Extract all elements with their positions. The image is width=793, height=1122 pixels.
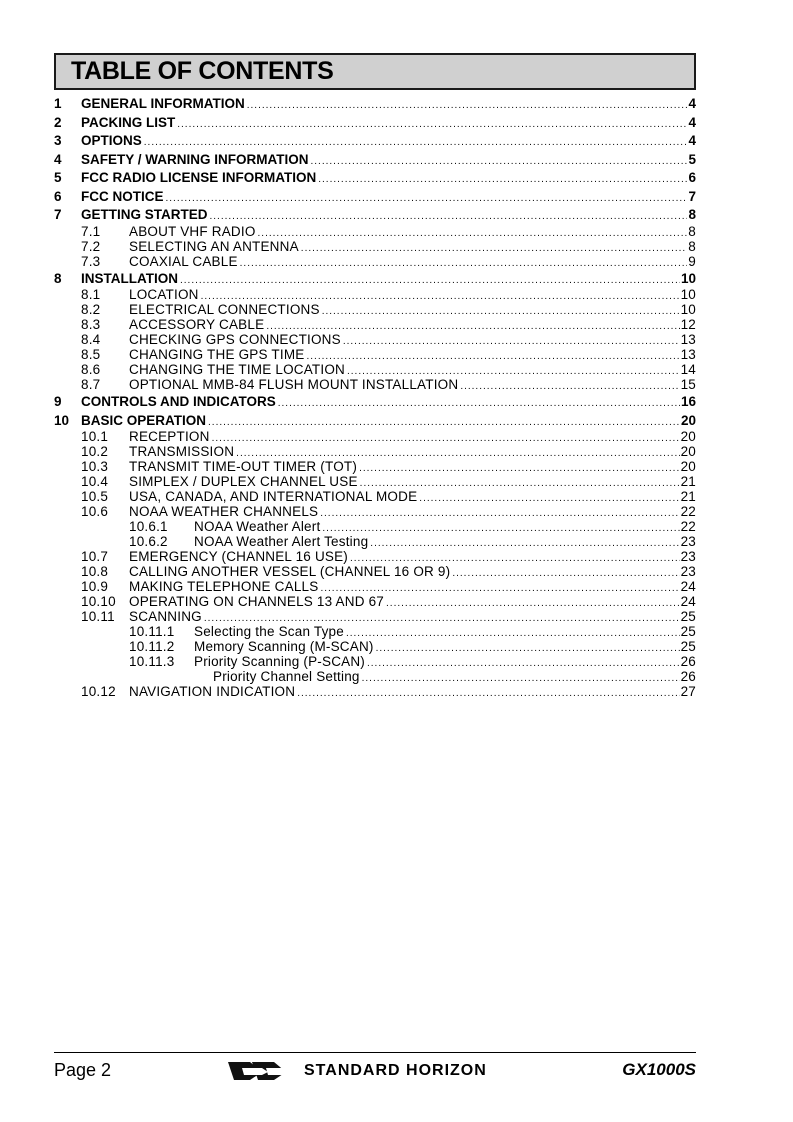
toc-entry-number: 10.6: [81, 504, 109, 519]
toc-entry-number: 7.2: [81, 238, 101, 254]
toc-entry-title: LOCATION: [129, 287, 199, 302]
toc-dot-leader: [419, 491, 679, 506]
page-number: Page 2: [54, 1060, 112, 1080]
toc-entry[interactable]: [54, 239, 696, 254]
toc-entry[interactable]: [54, 377, 696, 392]
toc-entry-number: 10.11.1: [129, 624, 175, 639]
toc-entry-number: 9: [54, 394, 62, 409]
toc-entry[interactable]: [54, 564, 696, 579]
toc-entry[interactable]: [54, 474, 696, 489]
toc-dot-leader: [320, 506, 679, 521]
toc-entry-title: USA, CANADA, AND INTERNATIONAL MODE: [129, 489, 418, 504]
toc-entry-page: 10: [680, 287, 696, 302]
toc-entry[interactable]: [54, 504, 696, 519]
toc-entry-title: ELECTRICAL CONNECTIONS: [129, 302, 320, 317]
toc-entry[interactable]: [54, 270, 696, 288]
toc-entry-title: Selecting the Scan Type: [194, 624, 344, 639]
toc-entry-number: 10.3: [81, 459, 109, 474]
toc-entry-number: 10.10: [81, 594, 116, 609]
toc-entry-number: 10.2: [81, 444, 109, 459]
toc-entry[interactable]: [54, 534, 696, 549]
toc-entry-page: 24: [680, 594, 696, 609]
toc-entry-page: 22: [680, 519, 696, 534]
toc-entry[interactable]: [54, 519, 696, 534]
toc-entry-number: 8.2: [81, 302, 101, 317]
toc-entry-page: 10: [680, 270, 696, 286]
toc-entry-number: 8.5: [81, 347, 101, 362]
toc-entry-title: PACKING LIST: [81, 114, 176, 130]
toc-dot-leader: [359, 461, 680, 476]
toc-entry-page: 20: [680, 444, 696, 459]
page-title: TABLE OF CONTENTS: [71, 57, 334, 85]
brand-logo: [228, 1060, 487, 1082]
toc-entry[interactable]: [54, 224, 696, 239]
toc-entry-number: 10.11.3: [129, 654, 175, 669]
toc-entry[interactable]: [54, 95, 696, 113]
footer-divider: [54, 1052, 696, 1053]
toc-dot-leader: [177, 116, 687, 134]
toc-entry-title: TRANSMISSION: [129, 444, 235, 459]
toc-entry-page: 12: [680, 317, 696, 332]
toc-dot-leader: [318, 171, 687, 189]
toc-dot-leader: [240, 256, 688, 271]
toc-entry-number: 2: [54, 114, 62, 130]
toc-entry-page: 13: [680, 347, 696, 362]
toc-entry-page: 15: [680, 377, 696, 392]
toc-entry-page: 4: [688, 114, 696, 130]
toc-dot-leader: [301, 241, 687, 256]
toc-entry-page: 4: [688, 133, 696, 148]
toc-entry[interactable]: [54, 254, 696, 269]
toc-entry-number: 7.3: [81, 253, 101, 269]
toc-entry-page: 20: [680, 459, 696, 474]
toc-entry[interactable]: [54, 347, 696, 362]
toc-entry-page: 25: [680, 609, 696, 624]
toc-entry-page: 6: [688, 170, 696, 185]
toc-entry-number: 10.5: [81, 489, 109, 504]
toc-entry-number: 8.7: [81, 377, 101, 392]
toc-entry-title: FCC RADIO LICENSE INFORMATION: [81, 170, 317, 185]
toc-entry-number: 7.1: [81, 223, 101, 239]
toc-entry[interactable]: [54, 151, 696, 169]
toc-entry[interactable]: [54, 429, 696, 444]
toc-entry-title: RECEPTION: [129, 429, 210, 444]
toc-entry-number: 10.6.2: [129, 534, 168, 549]
toc-entry-page: 21: [680, 474, 696, 489]
toc-entry-number: 8.1: [81, 287, 101, 302]
toc-entry-number: 10.1: [81, 429, 109, 444]
toc-entry-title: NOAA WEATHER CHANNELS: [129, 504, 319, 519]
toc-dot-leader: [386, 596, 680, 611]
toc-entry-title: COAXIAL CABLE: [129, 253, 238, 269]
toc-entry-page: 26: [680, 669, 696, 684]
toc-entry-page: 22: [680, 504, 696, 519]
toc-entry-number: 10.6.1: [129, 519, 168, 534]
toc-entry-page: 8: [688, 207, 696, 222]
toc-entry-title: SIMPLEX / DUPLEX CHANNEL USE: [129, 474, 358, 489]
toc-entry[interactable]: [54, 393, 696, 411]
toc-entry-page: 27: [680, 684, 696, 699]
toc-entry-title: OPTIONS: [81, 133, 142, 148]
toc-entry-title: CHECKING GPS CONNECTIONS: [129, 332, 341, 347]
toc-entry-title: NAVIGATION INDICATION: [129, 684, 296, 699]
toc-entry[interactable]: [54, 594, 696, 609]
toc-entry[interactable]: [54, 287, 696, 302]
toc-entry-page: 10: [680, 302, 696, 317]
toc-entry-number: 10.4: [81, 474, 109, 489]
toc-entry-page: 7: [688, 188, 696, 204]
toc-entry-page: 5: [688, 151, 696, 167]
toc-entry[interactable]: [54, 114, 696, 132]
toc-entry-title: NOAA Weather Alert: [194, 519, 321, 534]
toc-entry-page: 26: [680, 654, 696, 669]
toc-entry[interactable]: [54, 459, 696, 474]
toc-dot-leader: [208, 414, 680, 432]
toc-entry-number: 10.11: [81, 609, 115, 624]
toc-entry-page: 23: [680, 534, 696, 549]
toc-dot-leader: [370, 536, 679, 551]
toc-dot-leader: [367, 656, 680, 671]
toc-dot-leader: [258, 226, 688, 241]
toc-entry-number: 8.4: [81, 332, 101, 347]
toc-entry-number: 1: [54, 96, 62, 111]
toc-entry-title: INSTALLATION: [81, 270, 178, 286]
toc-entry[interactable]: [54, 669, 696, 684]
toc-entry-number: 6: [54, 188, 62, 204]
toc-entry-page: 23: [680, 564, 696, 579]
toc-entry[interactable]: [54, 489, 696, 504]
toc-entry-number: 3: [54, 133, 62, 148]
toc-dot-leader: [452, 566, 679, 581]
toc-dot-leader: [212, 431, 680, 446]
toc-dot-leader: [311, 153, 688, 171]
toc-entry-title: GETTING STARTED: [81, 207, 208, 222]
toc-entry-title: BASIC OPERATION: [81, 412, 207, 428]
toc-entry-number: 10.7: [81, 549, 109, 564]
toc-dot-leader: [322, 521, 679, 536]
toc-entry-title: EMERGENCY (CHANNEL 16 USE): [129, 549, 348, 564]
toc-entry[interactable]: [54, 132, 696, 150]
toc-dot-leader: [180, 272, 680, 290]
brand-logo-icon: [228, 1060, 298, 1082]
toc-entry-page: 25: [680, 624, 696, 639]
toc-entry[interactable]: [54, 549, 696, 564]
toc-entry[interactable]: [54, 206, 696, 224]
toc-entry[interactable]: [54, 317, 696, 332]
toc-entry-title: CALLING ANOTHER VESSEL (CHANNEL 16 OR 9): [129, 564, 451, 579]
toc-dot-leader: [247, 97, 688, 115]
toc-entry-number: 10.11.2: [129, 639, 175, 654]
toc-entry-page: 20: [680, 429, 696, 444]
toc-entry-title: CHANGING THE GPS TIME: [129, 347, 305, 362]
toc-entry[interactable]: [54, 302, 696, 317]
toc-entry-page: 20: [680, 412, 696, 428]
toc-entry-number: 4: [54, 151, 62, 167]
toc-entry[interactable]: [54, 639, 696, 654]
toc-entry-title: TRANSMIT TIME-OUT TIMER (TOT): [129, 459, 358, 474]
toc-entry-title: SAFETY / WARNING INFORMATION: [81, 151, 309, 167]
toc-entry[interactable]: [54, 444, 696, 459]
toc-dot-leader: [376, 641, 680, 656]
toc-entry-page: 8: [688, 238, 696, 254]
toc-entry[interactable]: [54, 684, 696, 699]
toc-entry[interactable]: [54, 188, 696, 206]
toc-entry-page: 21: [680, 489, 696, 504]
toc-entry[interactable]: [54, 412, 696, 430]
toc-entry[interactable]: [54, 609, 696, 624]
toc-dot-leader: [210, 208, 688, 226]
toc-entry-page: 25: [680, 639, 696, 654]
toc-entry-title: SCANNING: [129, 609, 202, 624]
toc-entry-number: 10: [54, 412, 70, 428]
toc-entry[interactable]: [54, 624, 696, 639]
toc-entry-number: 8.6: [81, 362, 101, 377]
toc-entry-title: SELECTING AN ANTENNA: [129, 238, 299, 254]
toc-entry[interactable]: [54, 332, 696, 347]
toc-dot-leader: [166, 190, 688, 208]
toc-dot-leader: [297, 686, 679, 701]
toc-dot-leader: [343, 334, 680, 349]
toc-entry-title: OPERATING ON CHANNELS 13 AND 67: [129, 594, 385, 609]
toc-entry-title: GENERAL INFORMATION: [81, 96, 245, 111]
toc-header-box: [54, 53, 696, 90]
toc-entry-title: CHANGING THE TIME LOCATION: [129, 362, 345, 377]
toc-entry-page: 9: [688, 253, 696, 269]
toc-entry-title: ABOUT VHF RADIO: [129, 223, 256, 239]
toc-entry-number: 7: [54, 207, 62, 222]
toc-entry-title: ACCESSORY CABLE: [129, 317, 265, 332]
toc-dot-leader: [322, 304, 680, 319]
toc-entry-page: 13: [680, 332, 696, 347]
toc-entry-title: FCC NOTICE: [81, 188, 164, 204]
toc-entry-page: 24: [680, 579, 696, 594]
toc-entry-title: NOAA Weather Alert Testing: [194, 534, 369, 549]
toc-dot-leader: [278, 395, 680, 413]
toc-entry-page: 16: [680, 394, 696, 409]
toc-list: [54, 95, 696, 699]
toc-entry-title: MAKING TELEPHONE CALLS: [129, 579, 319, 594]
toc-dot-leader: [362, 671, 680, 686]
toc-entry-page: 4: [688, 96, 696, 111]
toc-entry-page: 14: [680, 362, 696, 377]
model-name: GX1000S: [622, 1060, 696, 1079]
toc-entry-number: 10.8: [81, 564, 109, 579]
toc-dot-leader: [346, 626, 680, 641]
toc-entry-number: 8.3: [81, 317, 101, 332]
toc-dot-leader: [460, 379, 679, 394]
toc-entry-title: OPTIONAL MMB-84 FLUSH MOUNT INSTALLATION: [129, 377, 459, 392]
toc-entry-number: 10.12: [81, 684, 116, 699]
brand-name: STANDARD HORIZON: [304, 1062, 487, 1079]
toc-entry-title: CONTROLS AND INDICATORS: [81, 394, 276, 409]
toc-entry-title: Priority Channel Setting: [213, 669, 360, 684]
toc-entry-number: 10.9: [81, 579, 109, 594]
toc-entry-number: 5: [54, 170, 62, 185]
toc-entry[interactable]: [54, 362, 696, 377]
toc-dot-leader: [306, 349, 679, 364]
toc-entry[interactable]: [54, 654, 696, 669]
toc-entry[interactable]: [54, 169, 696, 187]
toc-entry-title: Priority Scanning (P-SCAN): [194, 654, 365, 669]
toc-entry[interactable]: [54, 579, 696, 594]
toc-entry-title: Memory Scanning (M-SCAN): [194, 639, 374, 654]
toc-dot-leader: [144, 134, 688, 152]
toc-entry-page: 8: [688, 223, 696, 239]
toc-entry-number: 8: [54, 270, 62, 286]
toc-entry-page: 23: [680, 549, 696, 564]
